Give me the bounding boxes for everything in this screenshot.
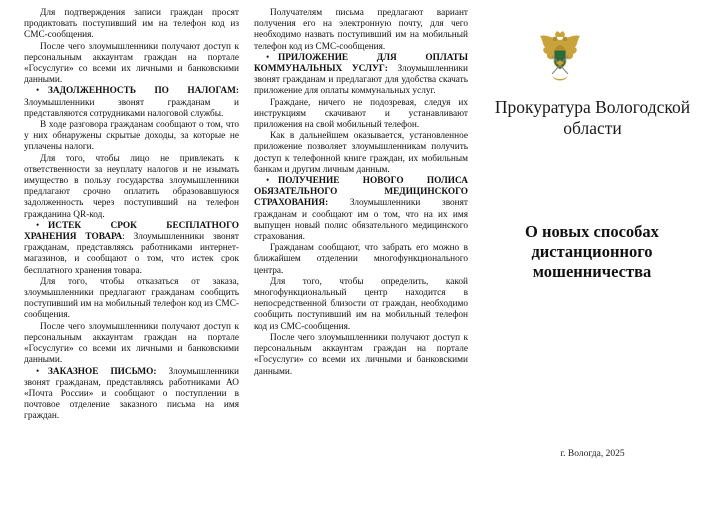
taxes-text: Злоумышленники звонят гражданам и представляются сотрудниками налоговой службы. [24,97,239,119]
bullet-icon: • [36,220,40,231]
cover-column [480,0,705,510]
taxes-section [24,86,239,120]
middle-paragraph-7: Для того, чтобы определить, какой многофункциональный центр находится в непосредственной близости от граждан, необходимо сообщить поступивший им на мобильный телефон код из СМС-сообщения. [254,276,468,332]
storage-text: : Злоумышленники звонят гражданам, представляясь работниками интернет-магазинов, и сообщают о том, что истек срок бесплатного хранения товара. [24,232,239,276]
left-paragraph-1: Для подтверждения записи граждан просят продиктовать поступивший им на телефон код из СМС-сообщения. [24,8,239,41]
utilities-section [254,53,468,98]
storage-section [24,221,239,277]
prosecutor-emblem-icon [538,30,582,86]
left-paragraph-5: Для того, чтобы лицо не привлекать к ответственности за неуплату налогов и не изымать имущество в пользу государства злоумышленники предлагают срочно оплатить образовавшуюся задолженность через поступивший на телефон гражданина QR-код. [24,153,239,220]
left-paragraph-4: В ходе разговора гражданам сообщают о том, что у них обнаружены скрытые доходы, за которые не уплачены налоги. [24,120,239,153]
middle-column [254,8,468,378]
bullet-icon: • [266,52,270,63]
left-paragraph-7: Для того, чтобы отказаться от заказа, злоумышленники предлагают гражданам сообщить поступивший им на мобильный телефон код из СМС-сообщения. [24,276,239,321]
middle-paragraph-4: Как в дальнейшем оказывается, установленное приложение позволяет злоумышленникам получить доступ к телефонной книге граждан, их мобильным банкам и другим личным данным. [254,131,468,175]
city-year: г. Вологда, 2025 [560,449,625,459]
organization-name: Прокуратура Вологодской области [494,97,691,138]
storage-heading: ИСТЕК СРОК БЕСПЛАТНОГО ХРАНЕНИЯ ТОВАРА [24,220,239,243]
middle-paragraph-8: После чего злоумышленники получают доступ к персональным аккаунтам граждан на портале «Госуслуги» со всеми их личными и банковскими данными. [254,332,468,377]
left-paragraph-8: После чего злоумышленники получают доступ к персональным аккаунтам граждан на портале «Госуслуги» со всеми их личными и банковскими данными. [24,321,239,366]
middle-paragraph-1: Получателям письма предлагают вариант получения его на электронную почту, для чего необходимо назвать поступивший им на мобильный телефон код из СМС-сообщения. [254,8,468,52]
letter-heading: ЗАКАЗНОЕ ПИСЬМО: [48,366,157,377]
middle-paragraph-6: Гражданам сообщают, что забрать его можно в ближайшем отделении многофункционального центра. [254,243,468,276]
utilities-heading: ПРИЛОЖЕНИЕ ДЛЯ ОПЛАТЫ КОММУНАЛЬНЫХ УСЛУГ: [254,52,468,75]
left-paragraph-2: После чего злоумышленники получают доступ к персональным аккаунтам граждан на портале «Госуслуги» со всеми их личными и банковскими данными. [24,41,239,86]
bullet-icon: • [266,176,270,187]
bullet-icon: • [36,366,40,377]
taxes-heading: ЗАДОЛЖЕННОСТЬ ПО НАЛОГАМ: [48,86,239,97]
letter-section [24,367,239,423]
middle-paragraph-3: Граждане, ничего не подозревая, следуя их инструкциям скачивают и устанавливают приложения на свой мобильный телефон. [254,97,468,131]
bullet-icon: • [36,86,40,97]
policy-heading: ПОЛУЧЕНИЕ НОВОГО ПОЛИСА ОБЯЗАТЕЛЬНОГО МЕДИЦИНСКОГО СТРАХОВАНИЯ: [254,176,468,209]
utilities-text: Злоумышленники звонят гражданам и предлагают для удобства скачать приложение для оплаты коммунальных услуг. [254,64,468,97]
policy-section [254,176,468,243]
leaflet-title: О новых способах дистанционного мошенничества [525,222,659,281]
policy-text: Злоумышленники звонят гражданам и сообщают им о том, что на их имя выпущен новый полис обязательного медицинского страхования. [254,198,468,243]
left-column [24,8,239,423]
letter-text: Злоумышленники звонят гражданам, представляясь работниками АО «Почта России» и сообщают о поступлении в почтовое отделение заказного письма на имя граждан. [24,366,239,422]
